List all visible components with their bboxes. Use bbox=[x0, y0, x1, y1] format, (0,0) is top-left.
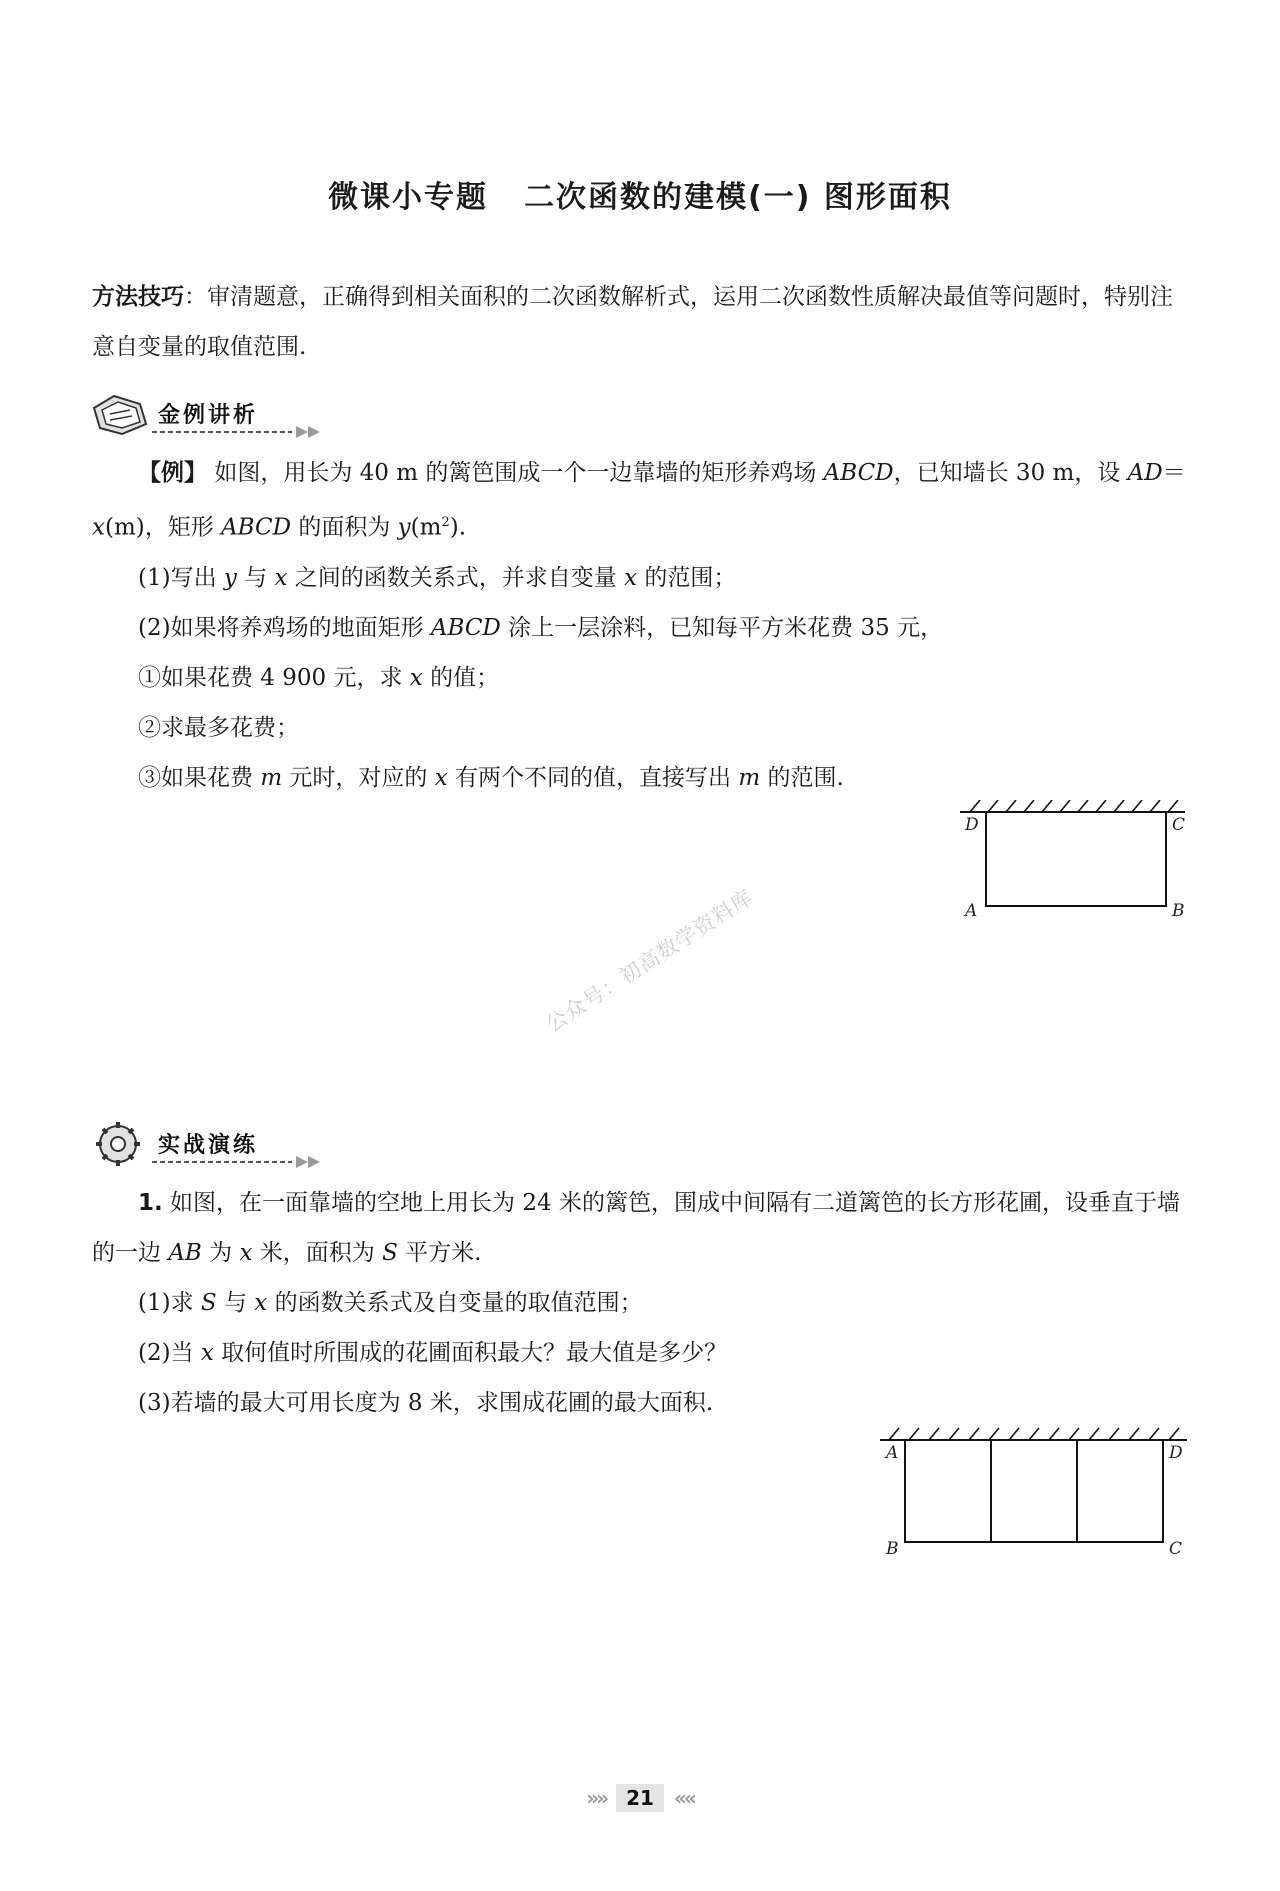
title-subject: 二次函数的建模(一) 图形面积 bbox=[524, 180, 952, 215]
section-heading-practice bbox=[88, 1118, 328, 1170]
right-arrows-icon: «« bbox=[673, 1786, 694, 1810]
example-intro: 【例】 如图，用长为 40 m 的篱笆围成一个一边靠墙的矩形养鸡场 ABCD，已知墙长 30 m，设 AD＝x(m)，矩形 ABCD 的面积为 $y(m^2)$. bbox=[92, 460, 1186, 541]
example-subquestion-1: ①如果花费 4 900 元，求 x 的值； bbox=[138, 664, 500, 691]
label-a: A bbox=[886, 1443, 899, 1463]
page-number: 21 bbox=[616, 1784, 664, 1812]
example-problem bbox=[92, 448, 1192, 803]
exercise-1-question-1: (1)求 S 与 x 的函数关系式及自变量的取值范围； bbox=[138, 1290, 643, 1316]
example-figure bbox=[950, 800, 1200, 930]
example-question-2: (2)如果将养鸡场的地面矩形 ABCD 涂上一层涂料，已知每平方米花费 35 元， bbox=[138, 614, 944, 641]
left-arrows-icon: »» bbox=[586, 1786, 607, 1810]
exercise-number: 1. bbox=[138, 1190, 163, 1216]
page-title bbox=[0, 172, 1280, 216]
label-d: D bbox=[965, 815, 979, 835]
exercise-1-intro: 1. 如图，在一面靠墙的空地上用长为 24 米的篱笆，围成中间隔有二道篱笆的长方形花圃，设垂直于墙的一边 AB 为 x 米，面积为 S 平方米. bbox=[92, 1190, 1180, 1266]
exercise-figure bbox=[875, 1418, 1200, 1558]
label-c: C bbox=[1169, 1539, 1183, 1558]
label-a: A bbox=[965, 901, 978, 921]
title-topic: 微课小专题 bbox=[328, 180, 489, 215]
label-c: C bbox=[1172, 815, 1186, 835]
section-heading-text: 金例讲析 bbox=[158, 403, 259, 428]
wall-hatching bbox=[970, 800, 1178, 812]
exercise-1-question-2: (2)当 x 取何值时所围成的花圃面积最大？最大值是多少？ bbox=[138, 1340, 728, 1366]
label-b: B bbox=[886, 1539, 899, 1558]
label-d: D bbox=[1169, 1443, 1183, 1463]
exercise-1-question-3: (3)若墙的最大可用长度为 8 米，求围成花圃的最大面积. bbox=[138, 1390, 714, 1416]
example-subquestion-3: ③如果花费 m 元时，对应的 x 有两个不同的值，直接写出 m 的范围. bbox=[138, 764, 844, 791]
fence-outline bbox=[905, 1440, 1163, 1542]
watermark: 公众号：初高数学资料库 bbox=[541, 884, 758, 1037]
section-heading-example bbox=[88, 388, 328, 440]
exercise-1 bbox=[92, 1178, 1192, 1428]
wall-hatching bbox=[889, 1428, 1179, 1440]
method-label: 方法技巧 bbox=[92, 284, 184, 310]
method-tips bbox=[92, 272, 1192, 372]
section-heading-text: 实战演练 bbox=[158, 1133, 259, 1158]
example-subquestion-2: ②求最多花费； bbox=[138, 714, 299, 741]
label-b: B bbox=[1172, 901, 1185, 921]
fence-rectangle bbox=[986, 812, 1166, 906]
method-text: ：审清题意，正确得到相关面积的二次函数解析式，运用二次函数性质解决最值等问题时，特别注意自变量的取值范围. bbox=[92, 284, 1173, 360]
example-question-1: (1)写出 y 与 x 之间的函数关系式，并求自变量 x 的范围； bbox=[138, 564, 737, 591]
example-tag: 【例】 bbox=[138, 460, 207, 486]
page-footer bbox=[0, 1784, 1280, 1812]
